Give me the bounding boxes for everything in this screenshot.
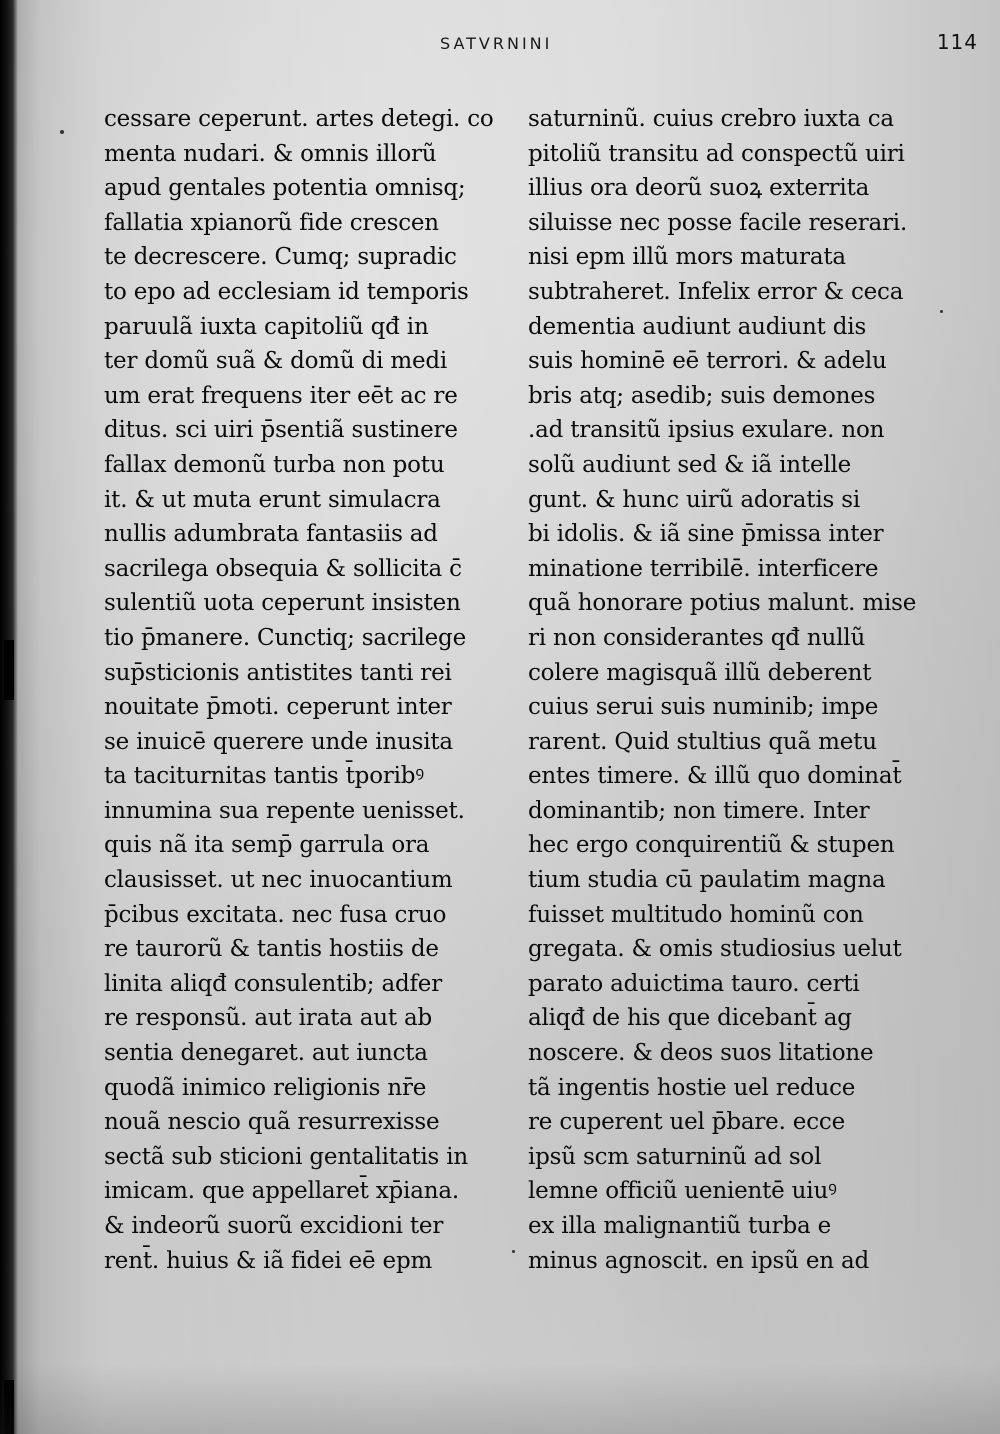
manuscript-line: quodã inimico religionis nr̄e (104, 1074, 427, 1101)
manuscript-line: re taurorũ & tantis hostiis de (104, 936, 439, 963)
manuscript-line: um erat frequens iter eēt ac re (104, 382, 458, 409)
manuscript-line: fuisset multitudo hominũ con (528, 901, 864, 928)
manuscript-line: .ad transitũ ipsius exulare. non (528, 417, 885, 444)
manuscript-line: minatione terribilē. interficere (528, 555, 879, 582)
manuscript-line: se inuicē querere unde inusita (104, 728, 453, 755)
manuscript-line: linita aliqđ consulentib; adfer (104, 970, 443, 997)
manuscript-line: imicam. que appellaret̄ xp̄iana. (104, 1178, 459, 1205)
manuscript-line: innumina sua repente uenisset. (104, 797, 465, 824)
manuscript-line: dementia audiunt audiunt dis (528, 313, 867, 340)
manuscript-line: minus agnoscit. en ipsũ en ad (528, 1247, 870, 1274)
manuscript-line: nouã nescio quã resurrexisse (104, 1109, 440, 1136)
manuscript-line: ri non considerantes qđ nullũ (528, 624, 866, 651)
manuscript-line: ter domũ suã & domũ di medi (104, 348, 448, 375)
manuscript-line: saturninũ. cuius crebro iuxta ca (528, 106, 894, 132)
manuscript-line: fallatia xpianorũ fide crescen (104, 209, 439, 236)
parchment-speck (60, 130, 64, 134)
manuscript-line: quã honorare potius malunt. mise (528, 590, 917, 617)
manuscript-line: nullis adumbrata fantasiis ad (104, 521, 438, 548)
manuscript-line: ta taciturnitas tantis t̄poribꝰ (104, 763, 424, 790)
manuscript-line: sacrilega obsequia & sollicita c̄ (104, 555, 462, 582)
manuscript-line: noscere. & deos suos litatione (528, 1040, 874, 1067)
manuscript-line: sentia denegaret. aut iuncta (104, 1040, 428, 1067)
manuscript-line: & indeorũ suorũ excidioni ter (104, 1213, 444, 1239)
manuscript-line: re cuperent uel p̄bare. ecce (528, 1109, 845, 1136)
manuscript-line: apud gentales potentia omnisq; (104, 175, 466, 202)
manuscript-line: menta nudari. & omnis illorũ (104, 140, 437, 167)
folio-number: 114 (936, 30, 978, 54)
running-header: SATVRNINI (440, 34, 553, 53)
manuscript-line: ipsũ scm saturninũ ad sol (528, 1143, 822, 1170)
manuscript-line: gregata. & omis studiosius uelut (528, 936, 902, 963)
manuscript-line: nisi epm illũ mors maturata (528, 244, 846, 271)
manuscript-line: dominantib; non timere. Inter (528, 797, 870, 824)
manuscript-line: sup̄sticionis antistites tanti rei (104, 659, 452, 686)
manuscript-line: it. & ut muta erunt simulacra (104, 486, 441, 513)
manuscript-line: to epo ad ecclesiam id temporis (104, 278, 469, 305)
manuscript-line: sectã sub sticioni gentalitatis in (104, 1143, 469, 1170)
manuscript-line: re responsũ. aut irata aut ab (104, 1005, 433, 1032)
manuscript-line: colere magisquã illũ deberent (528, 659, 872, 686)
manuscript-line: lemne officiũ uenientē uiuꝰ (528, 1178, 837, 1205)
manuscript-line: pitoliũ transitu ad conspectũ uiri (528, 140, 905, 167)
manuscript-line: ditus. sci uiri p̄sentiã sustinere (104, 417, 458, 444)
manuscript-line: tã ingentis hostie uel reduce (528, 1074, 856, 1101)
manuscript-line: p̄cibus excitata. nec fusa cruo (104, 901, 447, 928)
manuscript-line: subtraheret. Infelix error & ceca (528, 278, 904, 305)
manuscript-line: bris atq; asedib; suis demones (528, 382, 876, 409)
page-shadow (0, 1364, 1000, 1434)
manuscript-line: hec ergo conquirentiũ & stupen (528, 832, 895, 859)
parchment-speck (940, 310, 943, 313)
manuscript-line: cuius serui suis numinib; impe (528, 694, 879, 721)
binding-spine (0, 0, 18, 1434)
left-text-column (104, 102, 499, 1278)
manuscript-line: bi idolis. & iã sine p̄missa inter (528, 521, 884, 548)
manuscript-line: tium studia cū paulatim magna (528, 867, 886, 894)
parchment-speck (512, 1250, 515, 1253)
manuscript-line: cessare ceperunt. artes detegi. co (104, 106, 494, 132)
manuscript-line: suis hominē eē terrori. & adelu (528, 348, 887, 375)
manuscript-line: clausisset. ut nec inuocantium (104, 867, 453, 894)
manuscript-line: tio p̄manere. Cunctiq; sacrilege (104, 624, 466, 651)
manuscript-line: rent̄. huius & iã fidei eē epm (104, 1247, 433, 1274)
manuscript-line: quis nã ita semp̄ garrula ora (104, 832, 430, 859)
right-text-column (528, 102, 923, 1278)
manuscript-line: entes timere. & illũ quo dominat̄ (528, 763, 902, 790)
manuscript-line: siluisse nec posse facile reserari. (528, 209, 908, 236)
manuscript-line: nouitate p̄moti. ceperunt inter (104, 694, 452, 721)
spine-mark (4, 640, 14, 700)
manuscript-line: rarent. Quid stultius quã metu (528, 728, 877, 755)
manuscript-line: paruulã iuxta capitoliũ qđ in (104, 313, 429, 340)
manuscript-line: parato aduictima tauro. certi (528, 970, 860, 997)
manuscript-line: sulentiũ uota ceperunt insisten (104, 590, 461, 617)
manuscript-line: ex illa malignantiũ turba e (528, 1213, 832, 1239)
manuscript-line: fallax demonũ turba non potu (104, 451, 445, 478)
manuscript-line: gunt. & hunc uirũ adoratis si (528, 486, 860, 513)
manuscript-line: illius ora deorũ suoꝝ exterrita (528, 175, 870, 202)
manuscript-line: aliqđ de his que dicebant̄ ag (528, 1005, 852, 1032)
manuscript-line: solũ audiunt sed & iã intelle (528, 451, 852, 478)
manuscript-line: te decrescere. Cumq; supradic (104, 244, 457, 271)
